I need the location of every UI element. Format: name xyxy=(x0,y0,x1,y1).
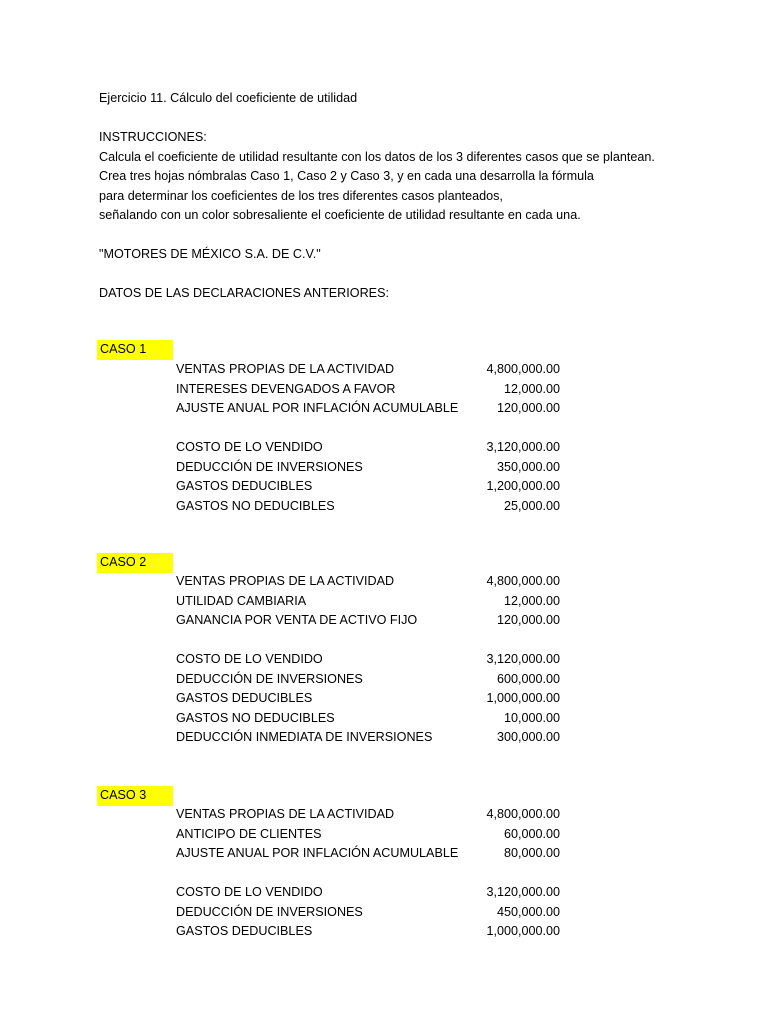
concept-label: AJUSTE ANUAL POR INFLACIÓN ACUMULABLE xyxy=(176,846,459,860)
instructions-line: Calcula el coeficiente de utilidad resultante con los datos de los 3 diferentes casos que se plantean. xyxy=(99,149,655,164)
table-row xyxy=(176,650,560,670)
concept-label: VENTAS PROPIAS DE LA ACTIVIDAD xyxy=(176,574,395,588)
company-name: "MOTORES DE MÉXICO S.A. DE C.V." xyxy=(99,247,321,261)
caso-3-label: CASO 3 xyxy=(97,786,173,806)
instructions-heading: INSTRUCCIONES: xyxy=(99,130,207,144)
concept-label: GANANCIA POR VENTA DE ACTIVO FIJO xyxy=(176,613,418,627)
caso-2-label: CASO 2 xyxy=(97,553,173,573)
datos-heading: DATOS DE LAS DECLARACIONES ANTERIORES: xyxy=(99,286,389,300)
amount-value: 12,000.00 xyxy=(503,381,560,396)
exercise-title: Ejercicio 11. Cálculo del coeficiente de utilidad xyxy=(99,91,358,105)
concept-label: VENTAS PROPIAS DE LA ACTIVIDAD xyxy=(176,807,395,821)
amount-value: 600,000.00 xyxy=(496,671,560,686)
concept-label: GASTOS DEDUCIBLES xyxy=(176,479,313,493)
table-row xyxy=(176,844,560,864)
amount-value: 80,000.00 xyxy=(503,846,560,860)
concept-label: DEDUCCIÓN DE INVERSIONES xyxy=(176,904,363,919)
concept-label: COSTO DE LO VENDIDO xyxy=(176,652,323,666)
amount-value: 4,800,000.00 xyxy=(486,807,560,821)
amount-value: 3,120,000.00 xyxy=(486,885,560,899)
table-row xyxy=(176,670,560,690)
caso-3-table xyxy=(176,805,560,942)
instructions-block xyxy=(99,128,655,226)
table-row xyxy=(176,458,560,478)
table-row xyxy=(176,477,560,497)
amount-value: 60,000.00 xyxy=(503,826,560,841)
concept-label: INTERESES DEVENGADOS A FAVOR xyxy=(176,381,396,396)
table-row xyxy=(176,922,560,942)
concept-label: UTILIDAD CAMBIARIA xyxy=(176,593,307,608)
instructions-line: Crea tres hojas nómbralas Caso 1, Caso 2 y Caso 3, y en cada una desarrolla la fórmula xyxy=(99,169,594,183)
amount-value: 25,000.00 xyxy=(503,498,560,513)
table-row xyxy=(176,689,560,709)
amount-value: 120,000.00 xyxy=(496,613,560,627)
concept-label: COSTO DE LO VENDIDO xyxy=(176,440,323,454)
table-row xyxy=(176,728,560,748)
instructions-line: para determinar los coeficientes de los tres diferentes casos planteados, xyxy=(99,188,503,203)
caso-1-label: CASO 1 xyxy=(97,340,173,360)
concept-label: GASTOS NO DEDUCIBLES xyxy=(176,498,335,513)
concept-label: AJUSTE ANUAL POR INFLACIÓN ACUMULABLE xyxy=(176,401,459,415)
amount-value: 12,000.00 xyxy=(503,593,560,608)
amount-value: 3,120,000.00 xyxy=(486,652,560,666)
table-row xyxy=(176,497,560,517)
table-row xyxy=(176,709,560,729)
table-row xyxy=(176,883,560,903)
table-row xyxy=(176,825,560,845)
table-row xyxy=(176,360,560,380)
concept-label: ANTICIPO DE CLIENTES xyxy=(176,826,322,841)
table-row xyxy=(176,611,560,631)
concept-label: GASTOS DEDUCIBLES xyxy=(176,691,313,705)
amount-value: 4,800,000.00 xyxy=(486,362,560,376)
table-row xyxy=(176,399,560,419)
amount-value: 3,120,000.00 xyxy=(486,440,560,454)
concept-label: GASTOS NO DEDUCIBLES xyxy=(176,710,335,725)
concept-label: DEDUCCIÓN DE INVERSIONES xyxy=(176,671,363,686)
table-row xyxy=(176,438,560,458)
concept-label: COSTO DE LO VENDIDO xyxy=(176,885,323,899)
amount-value: 350,000.00 xyxy=(496,459,560,474)
table-row xyxy=(176,592,560,612)
amount-value: 1,000,000.00 xyxy=(486,691,560,705)
concept-label: VENTAS PROPIAS DE LA ACTIVIDAD xyxy=(176,362,395,376)
concept-label: GASTOS DEDUCIBLES xyxy=(176,924,313,938)
amount-value: 4,800,000.00 xyxy=(486,574,560,588)
amount-value: 1,000,000.00 xyxy=(486,924,560,938)
instructions-line: señalando con un color sobresaliente el coeficiente de utilidad resultante en cada una. xyxy=(99,208,581,222)
table-row xyxy=(176,805,560,825)
amount-value: 10,000.00 xyxy=(503,710,560,725)
table-row xyxy=(176,903,560,923)
caso-2-table xyxy=(176,572,560,748)
caso-1-table xyxy=(176,360,560,516)
amount-value: 450,000.00 xyxy=(496,904,560,919)
table-row xyxy=(176,380,560,400)
concept-label: DEDUCCIÓN INMEDIATA DE INVERSIONES xyxy=(176,730,433,744)
table-row xyxy=(176,572,560,592)
amount-value: 300,000.00 xyxy=(496,730,560,744)
amount-value: 120,000.00 xyxy=(496,401,560,415)
amount-value: 1,200,000.00 xyxy=(486,479,560,493)
concept-label: DEDUCCIÓN DE INVERSIONES xyxy=(176,459,363,474)
